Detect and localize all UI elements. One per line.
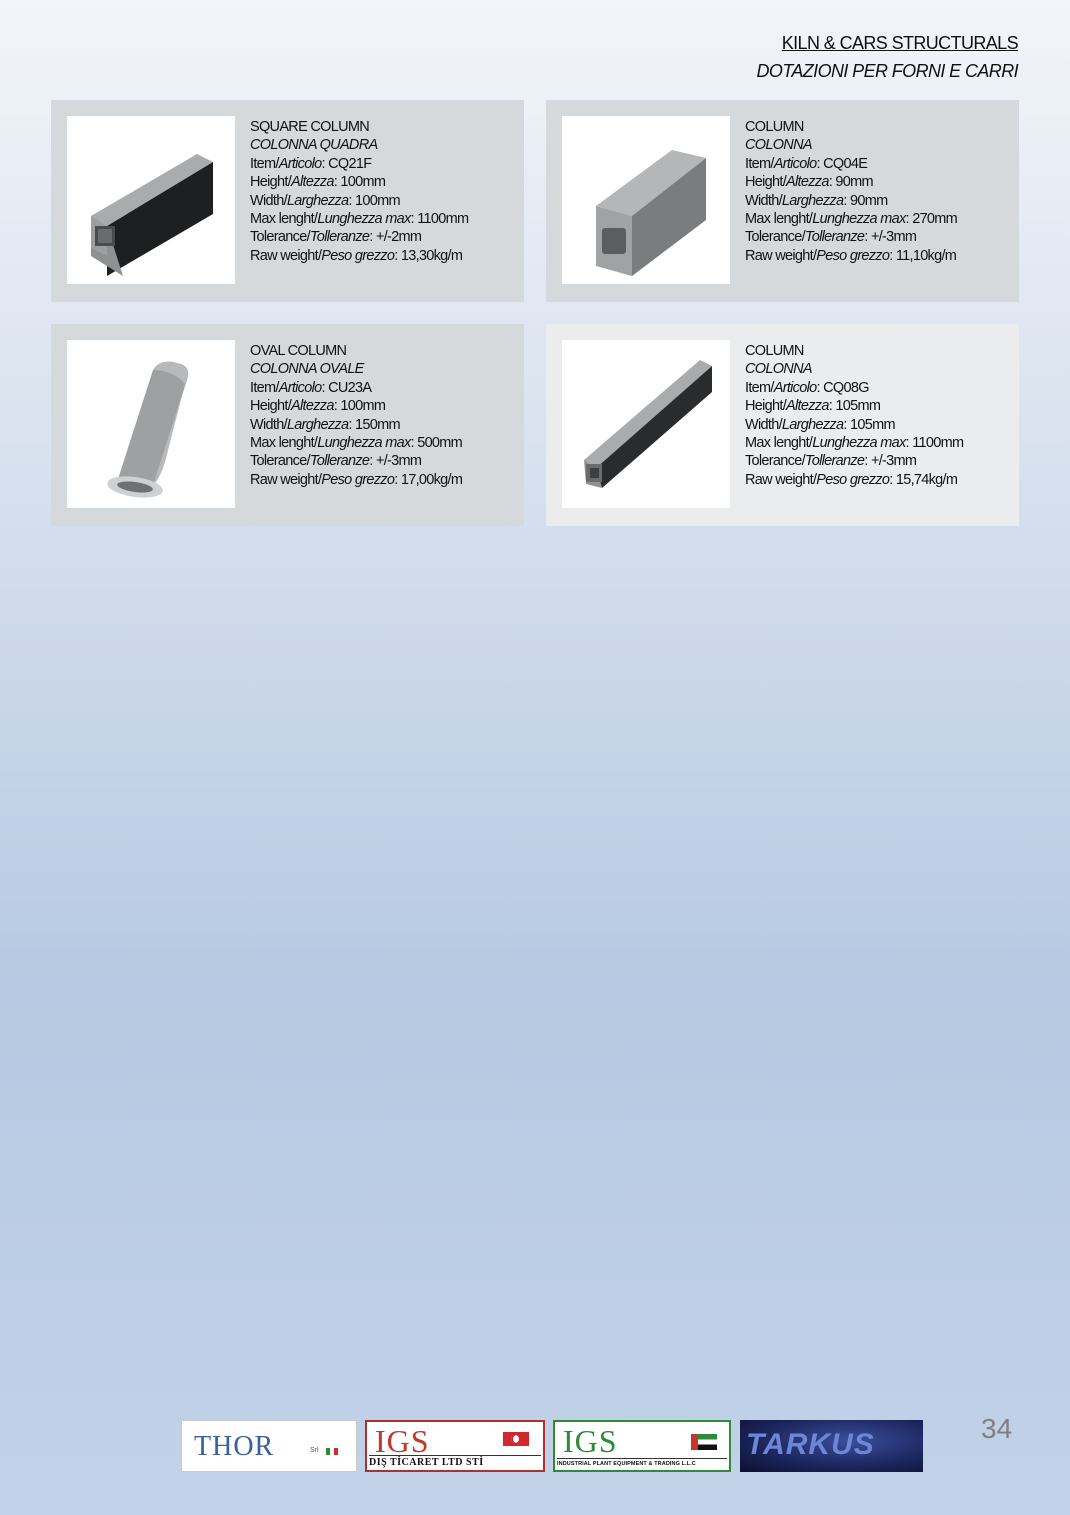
height-row: Height/Altezza: 100mm xyxy=(250,174,386,191)
oval-column-image xyxy=(67,340,235,508)
product-name-it: COLONNA xyxy=(745,137,812,154)
product-name: OVAL COLUMN xyxy=(250,343,347,359)
header-subtitle: DOTAZIONI PER FORNI E CARRI xyxy=(756,61,1018,81)
product-card-cq08g xyxy=(546,324,1019,526)
height-row: Height/Altezza: 100mm xyxy=(250,398,386,415)
product-info xyxy=(745,342,963,489)
item-row: Item/Articolo: CQ04E xyxy=(745,155,868,172)
product-name: COLUMN xyxy=(745,343,804,359)
product-image xyxy=(562,340,730,508)
page-number: 34 xyxy=(981,1413,1013,1444)
igs-turkey-logo: IGS DIŞ TİCARET LTD STİ xyxy=(365,1420,545,1472)
length-row: Max lenght/Lunghezza max: 270mm xyxy=(745,211,958,228)
product-info xyxy=(745,118,957,265)
product-image xyxy=(67,340,235,508)
tolerance-row: Tolerance/Tolleranze: +/-2mm xyxy=(250,229,422,246)
item-row: Item/Articolo: CQ08G xyxy=(745,379,869,396)
height-row: Height/Altezza: 105mm xyxy=(745,398,881,415)
product-card-cq21f xyxy=(51,100,524,302)
square-column-long-image xyxy=(67,116,235,284)
turkey-flag-icon xyxy=(503,1432,529,1446)
product-name-it: COLONNA QUADRA xyxy=(250,137,378,154)
tolerance-row: Tolerance/Tolleranze: +/-3mm xyxy=(745,453,917,470)
product-name: SQUARE COLUMN xyxy=(250,119,369,135)
thor-logo: THOR Srl xyxy=(181,1420,357,1472)
square-column-short-image xyxy=(562,116,730,284)
tarkus-logo: TARKUS xyxy=(740,1420,923,1472)
header-title: KILN & CARS STRUCTURALS xyxy=(781,33,1018,53)
square-column-long-thin-image xyxy=(562,340,730,508)
width-row: Width/Larghezza: 150mm xyxy=(250,416,400,433)
product-card-cu23a xyxy=(51,324,524,526)
product-image xyxy=(562,116,730,284)
italy-flag-icon xyxy=(326,1448,338,1455)
product-image xyxy=(67,116,235,284)
product-name-it: COLONNA xyxy=(745,361,812,378)
tolerance-row: Tolerance/Tolleranze: +/-3mm xyxy=(745,229,917,246)
weight-row: Raw weight/Peso grezzo: 13,30kg/m xyxy=(250,247,463,264)
weight-row: Raw weight/Peso grezzo: 17,00kg/m xyxy=(250,471,463,488)
item-row: Item/Articolo: CQ21F xyxy=(250,155,372,172)
weight-row: Raw weight/Peso grezzo: 11,10kg/m xyxy=(745,247,957,264)
product-name-it: COLONNA OVALE xyxy=(250,361,364,378)
length-row: Max lenght/Lunghezza max: 1100mm xyxy=(250,211,469,228)
igs-uae-logo: IGS INDUSTRIAL PLANT EQUIPMENT & TRADING L.L.C xyxy=(553,1420,731,1472)
item-row: Item/Articolo: CU23A xyxy=(250,379,372,396)
uae-flag-icon xyxy=(691,1434,717,1450)
length-row: Max lenght/Lunghezza max: 500mm xyxy=(250,435,463,452)
product-card-cq04e xyxy=(546,100,1019,302)
tolerance-row: Tolerance/Tolleranze: +/-3mm xyxy=(250,453,422,470)
page-header xyxy=(757,32,1018,82)
width-row: Width/Larghezza: 100mm xyxy=(250,192,400,209)
width-row: Width/Larghezza: 105mm xyxy=(745,416,895,433)
width-row: Width/Larghezza: 90mm xyxy=(745,192,888,209)
height-row: Height/Altezza: 90mm xyxy=(745,174,873,191)
product-info xyxy=(250,342,462,489)
length-row: Max lenght/Lunghezza max: 1100mm xyxy=(745,435,964,452)
product-name: COLUMN xyxy=(745,119,804,135)
product-info xyxy=(250,118,468,265)
weight-row: Raw weight/Peso grezzo: 15,74kg/m xyxy=(745,471,958,488)
